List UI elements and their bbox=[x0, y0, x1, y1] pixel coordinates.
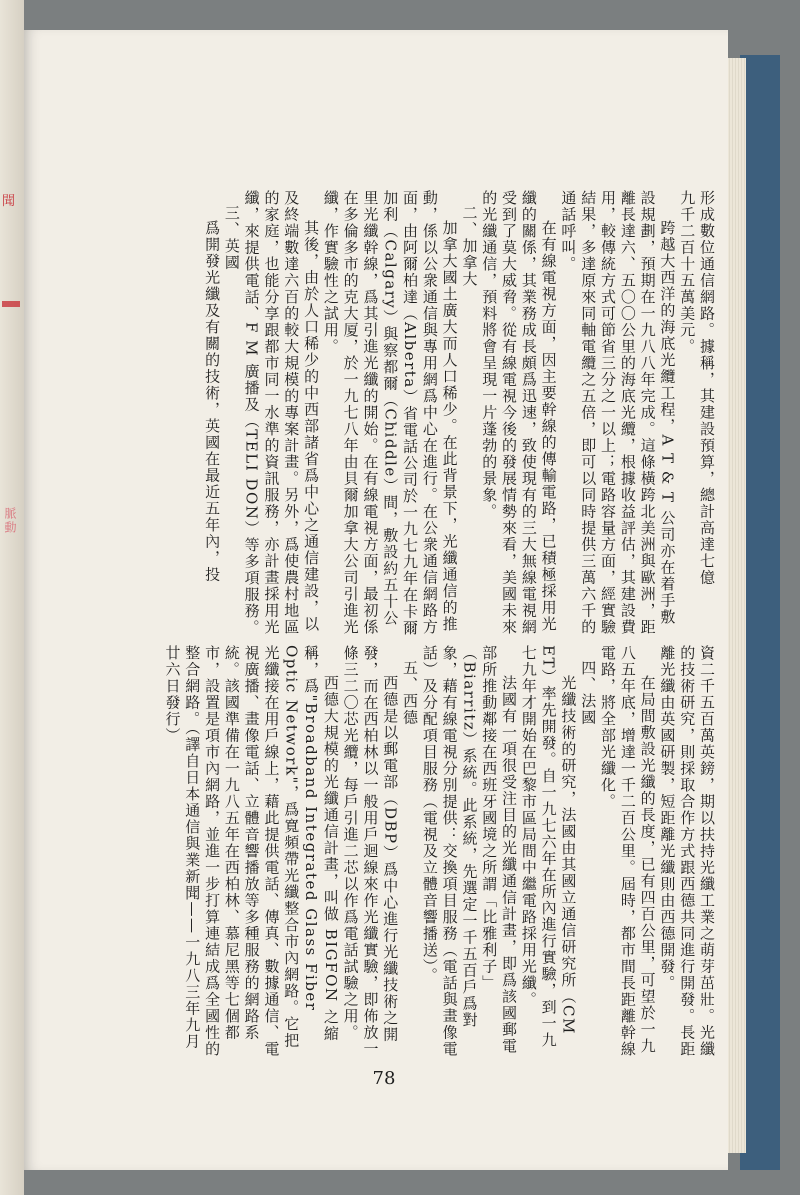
section-heading: 二、加拿大 bbox=[460, 205, 479, 288]
paragraph: 在局間敷設光纖的長度，已有四百公里，可望於一九八五年底，增達一千二百公里。屆時，都市間長距離幹線電路，將全部光纖化。 bbox=[599, 645, 657, 1058]
book-page bbox=[24, 30, 728, 1170]
left-mark-char: 聞 bbox=[2, 194, 16, 209]
paragraph: 九千二百十五萬美元。 bbox=[678, 190, 697, 355]
text-block-bottom bbox=[126, 645, 716, 1060]
paragraph: 形成數位通信網路。據稱，其建設預算，總計高達七億 bbox=[698, 190, 716, 586]
text-block-top bbox=[126, 190, 716, 640]
paragraph: 跨越大西洋的海底光纜工程，A T & T 公司亦在着手敷設規劃，預期在一九八八年完成。這條橫跨北美洲與歐洲，距離長達六、五〇〇公里的海底光纜，根據收益評估，其建設費用，較傳統方式可節省三分之一以上；電路容量方面，經實驗結果，多達原來同軸電纜之五倍，即可以同時提供三萬六千的通話呼叫。 bbox=[559, 190, 677, 636]
section-heading: 五、西德 bbox=[401, 660, 420, 726]
section-heading: 三、英國 bbox=[222, 205, 241, 271]
paragraph: 法國有一項很受注目的光纖通信計畫，即爲該國郵電部所推動鄰接在西班牙國境之所謂「比雅利子」（Biarritz）系統。此系統，先選定一千五百戶爲對象，藉有線電視分別提供：交換項目服務（電話與畫像電話）及分配項目服務（電視及立體音響播送）。 bbox=[420, 645, 519, 1058]
left-page-edge bbox=[0, 0, 24, 1195]
paragraph: 爲開發光纖及有關的技術，英國在最近五年內，投 bbox=[203, 220, 222, 583]
left-mark-text: 脈動 bbox=[3, 507, 17, 535]
book-cover-board bbox=[740, 55, 780, 1170]
paragraph: 在有線電視方面，因主要幹線的傳輸電路，已積極採用光纖的關係，其業務成長頗爲迅速，致使現有的三大無線電視網受到了莫大威脅。從有線電視今後的發展情勢來看，美國未來的光纖通信，預料將會呈現一片蓬勃的景象。 bbox=[480, 190, 558, 636]
page-number: 78 bbox=[372, 1068, 396, 1089]
section-heading: 四、法國 bbox=[579, 660, 598, 726]
paragraph: 西德是以郵電部（DBP）爲中心進行光纖技術之開發，而在西柏林以一般用戶迴線來作光纖實驗，即佈放一條三二〇芯光纜，每戶引進二芯以作爲電話試驗之用。 bbox=[341, 645, 400, 1058]
paragraph: 資二千五百萬英鎊，期以扶持光纖工業之萌芽茁壯。光纖的技術研究，則採取合作方式跟西德共同進行開發。長距離光纖由英國研製，短距離光纖則由西德開發。 bbox=[658, 645, 716, 1058]
paragraph: 光纖技術的研究，法國由其國立通信研究所（CM ET）率先開發。自一九七六年在所內進行實驗，到一九七九年才開始在巴黎市區局間中繼電路採用光纖。 bbox=[519, 645, 578, 1049]
left-mark-bar bbox=[2, 301, 20, 307]
paragraph: 西德大規模的光纖通信計畫，叫做 BIGFON 之縮稱，爲"Broadband Integrated Glass Fiber Optic Network"，爲寬頻帶光纖整合市內網路。它把光纖接在用戶線上，藉此提供電話、傳真、數據通信、電視廣播、畫像電話、立體音響播放等多種服務的網路系統。該國準備在一九八五年在西柏林、慕尼黑等七個都市，設置是項市內網路，並進一步打算連結成爲全國性的整合網路。（譯自日本通信與業新聞——一九八三年九月廿六日發行） bbox=[163, 645, 340, 1058]
left-page-red-marks bbox=[2, 190, 22, 535]
paragraph: 其後，由於人口稀少的中西部諸省爲中心之通信建設，以及終端數達六百的較大規模的專案計畫。另外，爲使農村地區的家庭，也能分享跟都市同一水準的資訊服務，亦計畫採用光纖，來提供電話、F M 廣播及（TELI DON）等多項服務。 bbox=[242, 190, 321, 636]
paragraph: 加拿大國土廣大而人口稀少。在此背景下，光纖通信的推動，係以公衆通信與專用網爲中心在進行。在公衆通信網路方面，由阿爾柏達（Alberta）省電話公司於一九七九年在卡爾加利（Calgary）與察都爾（Chiddle）間，敷設約五十公里光纖幹線，爲其引進光纖的開始。在有線電視方面，最初係在多倫多市的克大厦，於一九七八年由貝爾加拿大公司引進光纖，作實驗性之試用。 bbox=[321, 190, 459, 637]
